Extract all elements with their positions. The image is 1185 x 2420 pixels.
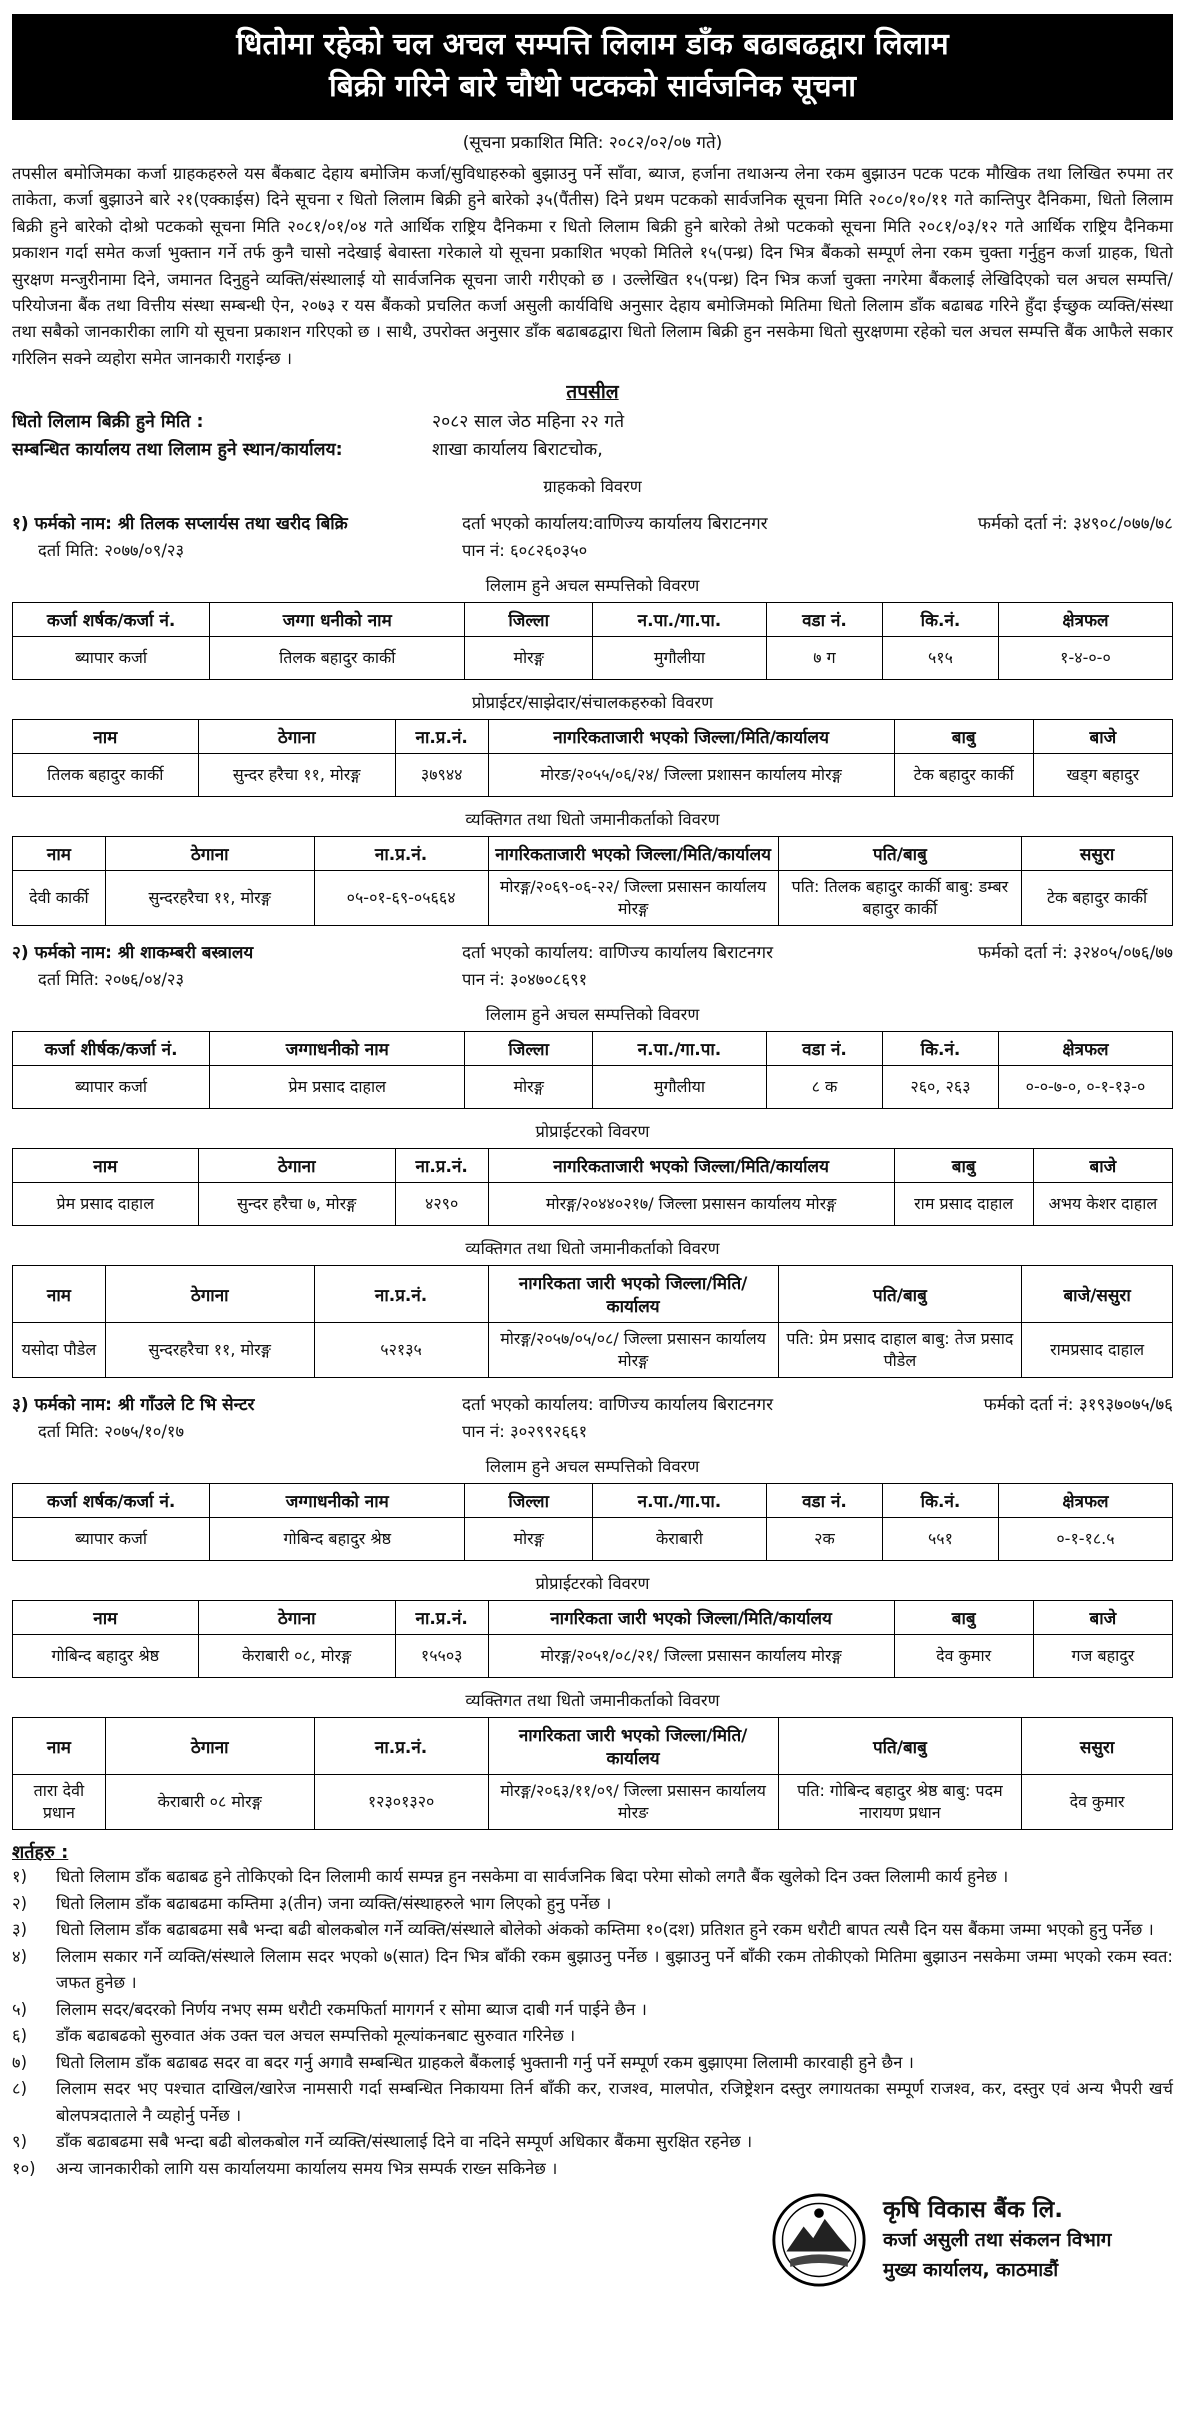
table-cell: ०५-०१-६९-०५६६४ [314,871,488,926]
table-cell: तिलक बहादुर कार्की [13,754,199,797]
table-header-row [13,603,1173,637]
table-cell: मोरङ्ग/२०६९-०६-२२/ जिल्ला प्रसासन कार्यालय मोरङ्ग [488,871,778,926]
table-row [13,1183,1173,1226]
term-item [12,2156,1173,2183]
footer-text [883,2195,1173,2285]
table-header-row [13,1149,1173,1183]
column-header: ठेगाना [198,1601,395,1635]
term-item [12,1891,1173,1918]
column-header: बाजे [1033,1149,1172,1183]
owner-table [12,719,1173,797]
column-header: जग्गाधनीको नाम [210,1032,465,1066]
table-cell: गोबिन्द बहादुर श्रेष्ठ [13,1635,199,1678]
intro-paragraph: तपसील बमोजिमका कर्जा ग्राहकहरुले यस बैंकबाट देहाय बमोजिम कर्जा/सुविधाहरुको बुझाउनु पर्ने साँवा, ब्याज, हर्जाना तथाअन्य लेना रकम बुझाउन पटक पटक मौखिक तथा लिखित रुपमा तर ताकेता, कर्जा बुझाउने बारे २१(एक्काईस) दिने सूचना र धितो लिलाम बिक्री हुने बारेको ३५(पैंतीस) दिने प्रथम पटकको सार्वजनिक सूचना मिति २०८०/१०/११ गते कान्तिपुर दैनिकमा, धितो लिलाम बिक्री हुने बारेको दोश्रो पटकको सूचना मिति २०८१/०१/०४ गते आर्थिक राष्ट्रिय दैनिकमा र धितो लिलाम बिक्री हुने बारेको तेश्रो पटकको सूचना मिति २०८१/०३/१२ गते आर्थिक राष्ट्रिय दैनिकमा प्रकाशन गर्दा समेत कर्जा भुक्तान गर्ने तर्फ कुनै चासो नदेखाई बेवास्ता गरेकाले यो सूचना प्रकाशित भएको मितिले १५(पन्ध्र) दिन भित्र बैंकको सम्पूर्ण लेना रकम चुक्ता गर्नुहुन कर्जा ग्राहक, धितो सुरक्षण मन्जुरीनामा दिने, जमानत दिनुहुने व्यक्ति/संस्थालाई यो सार्वजनिक सूचना जारी गरीएको छ । उल्लेखित १५(पन्ध्र) दिन भित्र कर्जा चुक्ता नगरेमा बैंकलाई लेखिदिएको चल अचल सम्पत्ति/परियोजना बैंक तथा वित्तीय संस्था सम्बन्धी ऐन, २०७३ र यस बैंकको प्रचलित कर्जा असुली कार्यविधि अनुसार देहाय बमोजिमको मितिमा धितो लिलाम डाँक बढाबढ गरिने हुँदा ईच्छुक व्यक्ति/संस्था तथा सबैको जानकारीका लागि यो सूचना प्रकाशन गरिएको छ । साथै, उपरोक्त अनुसार डाँक बढाबढद्वारा धितो लिलाम बिक्री हुन नसकेमा धितो सुरक्षणमा रहेको चल अचल सम्पत्ति बैंक आफैले सकार गरिलिन सक्ने व्यहोरा समेत जानकारी गराईन्छ । [12,164,1173,368]
table-cell: ४२९० [395,1183,488,1226]
term-number: २) [12,1893,28,1913]
firm-pan: पान नं: ३०४७०८६९१ [462,970,588,990]
notice-title-line2: बिक्री गरिने बारे चौथो पटकको सार्वजनिक सूचना [328,69,857,104]
column-header: नाम [13,837,106,871]
column-header: बाजे [1033,1601,1172,1635]
table-cell: ५१५ [882,637,998,680]
term-number: ६) [12,2026,28,2046]
terms-title: शर्तहरु : [12,1842,69,1864]
column-header: जग्गा धनीको नाम [210,603,465,637]
term-number: ९) [12,2132,28,2152]
table-header-row [13,1601,1173,1635]
firm-info-row [12,940,1173,967]
term-number: १) [12,1867,28,1887]
table-cell: २६०, २६३ [882,1066,998,1109]
column-header: जिल्ला [465,1484,593,1518]
registered-office: दर्ता भएको कार्यालय: वाणिज्य कार्यालय बिराटनगर [462,1395,774,1416]
column-header: नागरिकता जारी भएको जिल्ला/मिति/कार्यालय [488,1601,894,1635]
table-cell: मोरङ्ग/२०५१/०८/२१/ जिल्ला प्रसासन कार्यालय मोरङ्ग [488,1635,894,1678]
notice-page [12,14,1173,2288]
column-header: बाजे/ससुरा [1022,1266,1173,1323]
firm-info-row-2 [12,538,1173,563]
registered-office: दर्ता भएको कार्यालय: वाणिज्य कार्यालय बिराटनगर [462,943,774,964]
column-header: बाबु [894,1601,1033,1635]
term-item [12,2076,1173,2129]
term-number: ३) [12,1920,28,1940]
notice-title-line1: धितोमा रहेको चल अचल सम्पत्ति लिलाम डाँक बढाबढद्वारा लिलाम [236,27,949,62]
column-header: बाबु [894,1149,1033,1183]
owner-heading: प्रोप्राईटर/साझेदार/संचालकहरुको विवरण [471,693,714,713]
column-header: नाम [13,1601,199,1635]
table-header-row [13,1484,1173,1518]
firm-info-row [12,1392,1173,1419]
table-cell: राम प्रसाद दाहाल [894,1183,1033,1226]
table-cell: मोरङ्ग/२०५७/०५/०८/ जिल्ला प्रसासन कार्यालय मोरङ्ग [488,1323,778,1378]
term-number: ७) [12,2052,28,2072]
firm-name: ३) फर्मको नाम: श्री गाँउले टि भि सेन्टर [12,1395,255,1416]
guarantor-heading: व्यक्तिगत तथा धितो जमानीकर्ताको विवरण [465,1239,720,1259]
firm-info-row-2 [12,1419,1173,1444]
table-cell: मोरङ्ग/२०४४०२१७/ जिल्ला प्रसासन कार्यालय मोरङ्ग [488,1183,894,1226]
customer-heading: ग्राहकको विवरण [543,477,642,497]
column-header: नागरिकताजारी भएको जिल्ला/मिति/कार्यालय [488,720,894,754]
table-cell: रामप्रसाद दाहाल [1022,1323,1173,1378]
table-header-row [13,720,1173,754]
table-header-row [13,837,1173,871]
column-header: नागरिकता जारी भएको जिल्ला/मिति/कार्यालय [488,1266,778,1323]
table-cell: गज बहादुर [1033,1635,1172,1678]
column-header: जग्गाधनीको नाम [210,1484,465,1518]
column-header: नागरिकताजारी भएको जिल्ला/मिति/कार्यालय [488,837,778,871]
table-cell: ब्यापार कर्जा [13,637,210,680]
firm-reg-date: दर्ता मिति: २०७५/१०/१७ [38,1422,185,1442]
column-header: कि.नं. [882,1032,998,1066]
property-heading: लिलाम हुने अचल सम्पत्तिको विवरण [485,1005,700,1025]
property-heading: लिलाम हुने अचल सम्पत्तिको विवरण [485,576,700,596]
table-cell: सुन्दर हरैचा ११, मोरङ्ग [198,754,395,797]
term-item [12,2050,1173,2077]
table-header-row [13,1032,1173,1066]
table-cell: टेक बहादुर कार्की [1022,871,1173,926]
table-cell: ८ क [766,1066,882,1109]
owner-heading: प्रोप्राईटरको विवरण [535,1574,650,1594]
table-cell: प्रेम प्रसाद दाहाल [210,1066,465,1109]
table-cell: सुन्दरहरैचा ११, मोरङ्ग [105,871,314,926]
column-header: न.पा./गा.पा. [592,1032,766,1066]
column-header: ना.प्र.नं. [395,1601,488,1635]
column-header: वडा नं. [766,1484,882,1518]
sale-date-value: २०८२ साल जेठ महिना २२ गते [432,412,625,433]
term-item [12,1864,1173,1891]
term-text: डाँक बढाबढमा सबै भन्दा बढी बोलकबोल गर्ने व्यक्ति/संस्थालाई दिने वा नदिने सम्पूर्ण अधिकार बैंकमा सुरक्षित रहनेछ । [56,2132,753,2152]
column-header: नाम [13,720,199,754]
column-header: ससुरा [1022,1718,1173,1775]
term-text: धितो लिलाम डाँक बढाबढ सदर वा बदर गर्नु अगावै सम्बन्धित ग्राहकले बैंकलाई भुक्तानी गर्नु पर्ने सम्पूर्ण रकम बुझाएमा लिलामी कारवाही हुने छैन । [56,2052,914,2072]
bank-seal-icon [771,2192,867,2288]
column-header: ठेगाना [198,1149,395,1183]
table-cell: तिलक बहादुर कार्की [210,637,465,680]
column-header: न.पा./गा.पा. [592,1484,766,1518]
table-cell: मोरङ्ग [465,1518,593,1561]
table-cell: केराबारी ०८, मोरङ्ग [198,1635,395,1678]
column-header: कर्जा शीर्षक/कर्जा नं. [13,1032,210,1066]
term-text: लिलाम सदर भए पश्चात दाखिल/खारेज नामसारी गर्दा सम्बन्धित निकायमा तिर्न बाँकी कर, राजश्व, मालपोत, रजिष्ट्रेशन दस्तुर लगायतका सम्पूर्ण राजश्व, कर, दस्तुर एवं अन्य भैपरी खर्च बोलपत्रदाताले नै व्यहोर्नु पर्नेछ । [56,2079,1173,2125]
term-item [12,2023,1173,2050]
firm-pan: पान नं: ३०२९९२६६१ [462,1422,588,1442]
column-header: कि.नं. [882,603,998,637]
table-cell: मुगौलीया [592,637,766,680]
tapsil-title: तपसील [566,381,619,404]
column-header: ससुरा [1022,837,1173,871]
table-cell: मोरङ्ग/२०६३/११/०९/ जिल्ला प्रसासन कार्यालय मोरङ [488,1775,778,1830]
table-cell: पति: प्रेम प्रसाद दाहाल बाबु: तेज प्रसाद पौडेल [778,1323,1022,1378]
table-cell: २क [766,1518,882,1561]
table-cell: यसोदा पौडेल [13,1323,106,1378]
term-text: धितो लिलाम डाँक बढाबढ हुने तोकिएको दिन लिलामी कार्य सम्पन्न हुन नसकेमा वा सार्वजनिक बिदा परेमा सोको लगतै बैंक खुलेको दिन उक्त लिलामी कार्य हुनेछ । [56,1867,1009,1887]
table-cell: मोरङ्ग [465,1066,593,1109]
table-cell: १-४-०-० [998,637,1172,680]
column-header: क्षेत्रफल [998,1032,1172,1066]
term-text: अन्य जानकारीको लागि यस कार्यालयमा कार्यालय समय भित्र सम्पर्क राख्न सकिनेछ । [56,2158,558,2178]
column-header: ठेगाना [105,837,314,871]
column-header: बाजे [1033,720,1172,754]
department-name: कर्जा असुली तथा संकलन विभाग [883,2229,1112,2252]
column-header: वडा नं. [766,603,882,637]
firm-info-row [12,511,1173,538]
table-row [13,637,1173,680]
sale-date-label: धितो लिलाम बिक्री हुने मिति : [12,412,204,433]
registered-office: दर्ता भएको कार्यालय:वाणिज्य कार्यालय बिराटनगर [462,514,768,535]
property-table [12,602,1173,680]
guarantor-heading: व्यक्तिगत तथा धितो जमानीकर्ताको विवरण [465,1691,720,1711]
column-header: ठेगाना [198,720,395,754]
column-header: ना.प्र.नं. [395,1149,488,1183]
table-cell: ५२१३५ [314,1323,488,1378]
table-cell: ब्यापार कर्जा [13,1518,210,1561]
firm-reg-date: दर्ता मिति: २०७६/०४/२३ [38,970,185,990]
table-cell: अभय केशर दाहाल [1033,1183,1172,1226]
table-cell: केराबारी ०८ मोरङ्ग [105,1775,314,1830]
table-cell: ७ ग [766,637,882,680]
term-text: धितो लिलाम डाँक बढाबढमा कम्तिमा ३(तीन) जना व्यक्ति/संस्थाहरुले भाग लिएको हुनु पर्नेछ । [56,1893,612,1913]
table-row [13,1066,1173,1109]
table-cell: ५५१ [882,1518,998,1561]
table-row [13,1518,1173,1561]
column-header: जिल्ला [465,603,593,637]
firm-name: २) फर्मको नाम: श्री शाकम्बरी बस्त्रालय [12,943,254,964]
firm-reg-no: फर्मको दर्ता नं: ३२४०५/०७६/७७ [977,943,1173,964]
column-header: वडा नं. [766,1032,882,1066]
guarantor-table [12,836,1173,926]
column-header: जिल्ला [465,1032,593,1066]
firm-info-row-2 [12,967,1173,992]
guarantor-table [12,1265,1173,1378]
term-item [12,1944,1173,1997]
terms-list [12,1864,1173,2182]
table-cell: खड्ग बहादुर [1033,754,1172,797]
column-header: क्षेत्रफल [998,1484,1172,1518]
table-cell: १५५०३ [395,1635,488,1678]
property-table [12,1031,1173,1109]
firm-reg-no: फर्मको दर्ता नं: ३१९३७०७५/७६ [983,1395,1173,1416]
table-cell: तारा देवी प्रधान [13,1775,106,1830]
published-date: (सूचना प्रकाशित मिति: २०८२/०२/०७ गते) [462,133,723,153]
table-header-row [13,1718,1173,1775]
column-header: कि.नं. [882,1484,998,1518]
table-cell: देवी कार्की [13,871,106,926]
table-cell: पति: गोबिन्द बहादुर श्रेष्ठ बाबु: पदम नारायण प्रधान [778,1775,1022,1830]
bank-name: कृषि विकास बैंक लि. [883,2197,1063,2224]
term-number: ८) [12,2079,28,2099]
footer [12,2192,1173,2288]
office-value: शाखा कार्यालय बिराटचोक, [432,440,603,461]
term-number: ५) [12,1999,28,2019]
table-row [13,754,1173,797]
column-header: ना.प्र.नं. [314,1718,488,1775]
table-row [13,1775,1173,1830]
firm-name: १) फर्मको नाम: श्री तिलक सप्लार्यस तथा खरीद बिक्रि [12,514,348,535]
column-header: नाम [13,1266,106,1323]
table-cell: मोरङ्ग [465,637,593,680]
table-header-row [13,1266,1173,1323]
term-item [12,1997,1173,2024]
table-row [13,871,1173,926]
guarantor-table [12,1717,1173,1830]
column-header: न.पा./गा.पा. [592,603,766,637]
column-header: नागरिकताजारी भएको जिल्ला/मिति/कार्यालय [488,1149,894,1183]
office-label: सम्बन्धित कार्यालय तथा लिलाम हुने स्थान/कार्यालय: [12,440,343,461]
owner-heading: प्रोप्राईटरको विवरण [535,1122,650,1142]
term-text: लिलाम सदर/बदरको निर्णय नभए सम्म धरौटी रकमफिर्ता मागगर्न र सोमा ब्याज दाबी गर्न पाईने छैन । [56,1999,647,2019]
table-cell: ०-०-७-०, ०-१-१३-० [998,1066,1172,1109]
column-header: पति/बाबु [778,1266,1022,1323]
term-text: धितो लिलाम डाँक बढाबढमा सबै भन्दा बढी बोलकबोल गर्ने व्यक्ति/संस्थाले बोलेको अंकको कम्तिमा १०(दश) प्रतिशत हुने रकम धरौटी बापत त्यसै दिन यस बैंकमा जम्मा भएको हुनु पर्नेछ । [56,1920,1154,1940]
table-cell: सुन्दर हरैचा ७, मोरङ्ग [198,1183,395,1226]
table-cell: देव कुमार [1022,1775,1173,1830]
table-cell: ३७९४४ [395,754,488,797]
notice-header [12,14,1173,120]
column-header: नाम [13,1149,199,1183]
sale-date-row [12,408,1173,436]
firm-reg-no: फर्मको दर्ता नं: ३४९०८/०७७/७८ [977,514,1173,535]
property-table [12,1483,1173,1561]
property-heading: लिलाम हुने अचल सम्पत्तिको विवरण [485,1457,700,1477]
owner-table [12,1600,1173,1678]
term-item [12,1917,1173,1944]
guarantor-heading: व्यक्तिगत तथा धितो जमानीकर्ताको विवरण [465,810,720,830]
term-text: लिलाम सकार गर्ने व्यक्ति/संस्थाले लिलाम सदर भएको ७(सात) दिन भित्र बाँकी रकम बुझाउनु पर्नेछ । बुझाउनु पर्ने बाँकी रकम तोकीएको मितिमा बुझाउन नसकेमा जम्मा भएको रकम स्वत: जफत हुनेछ । [56,1946,1173,1993]
table-cell: मुगौलीया [592,1066,766,1109]
firms-container [12,511,1173,1830]
table-cell: ब्यापार कर्जा [13,1066,210,1109]
column-header: ना.प्र.नं. [395,720,488,754]
term-number: १०) [12,2158,36,2178]
table-cell: पति: तिलक बहादुर कार्की बाबु: डम्बर बहादुर कार्की [778,871,1022,926]
owner-table [12,1148,1173,1226]
column-header: नाम [13,1718,106,1775]
firm-reg-date: दर्ता मिति: २०७७/०९/२३ [38,541,185,561]
column-header: कर्जा शर्षक/कर्जा नं. [13,603,210,637]
head-office: मुख्य कार्यालय, काठमाडौं [883,2259,1059,2282]
table-cell: १२३०१३२० [314,1775,488,1830]
column-header: बाबु [894,720,1033,754]
term-item [12,2129,1173,2156]
column-header: ना.प्र.नं. [314,1266,488,1323]
table-cell: देव कुमार [894,1635,1033,1678]
term-text: डाँक बढाबढको सुरुवात अंक उक्त चल अचल सम्पत्तिको मूल्यांकनबाट सुरुवात गरिनेछ । [56,2026,576,2046]
column-header: ना.प्र.नं. [314,837,488,871]
column-header: कर्जा शर्षक/कर्जा नं. [13,1484,210,1518]
column-header: ठेगाना [105,1718,314,1775]
table-cell: मोरङ/२०५५/०६/२४/ जिल्ला प्रशासन कार्यालय मोरङ्ग [488,754,894,797]
table-row [13,1323,1173,1378]
column-header: नागरिकता जारी भएको जिल्ला/मिति/कार्यालय [488,1718,778,1775]
column-header: पति/बाबु [778,837,1022,871]
column-header: क्षेत्रफल [998,603,1172,637]
table-cell: ०-१-१८.५ [998,1518,1172,1561]
table-cell: टेक बहादुर कार्की [894,754,1033,797]
table-cell: प्रेम प्रसाद दाहाल [13,1183,199,1226]
office-row [12,436,1173,464]
firm-pan: पान नं: ६०८२६०३५० [462,541,588,561]
column-header: पति/बाबु [778,1718,1022,1775]
column-header: ठेगाना [105,1266,314,1323]
table-row [13,1635,1173,1678]
table-cell: सुन्दरहरैचा ११, मोरङ्ग [105,1323,314,1378]
table-cell: केराबारी [592,1518,766,1561]
table-cell: गोबिन्द बहादुर श्रेष्ठ [210,1518,465,1561]
term-number: ४) [12,1946,28,1966]
